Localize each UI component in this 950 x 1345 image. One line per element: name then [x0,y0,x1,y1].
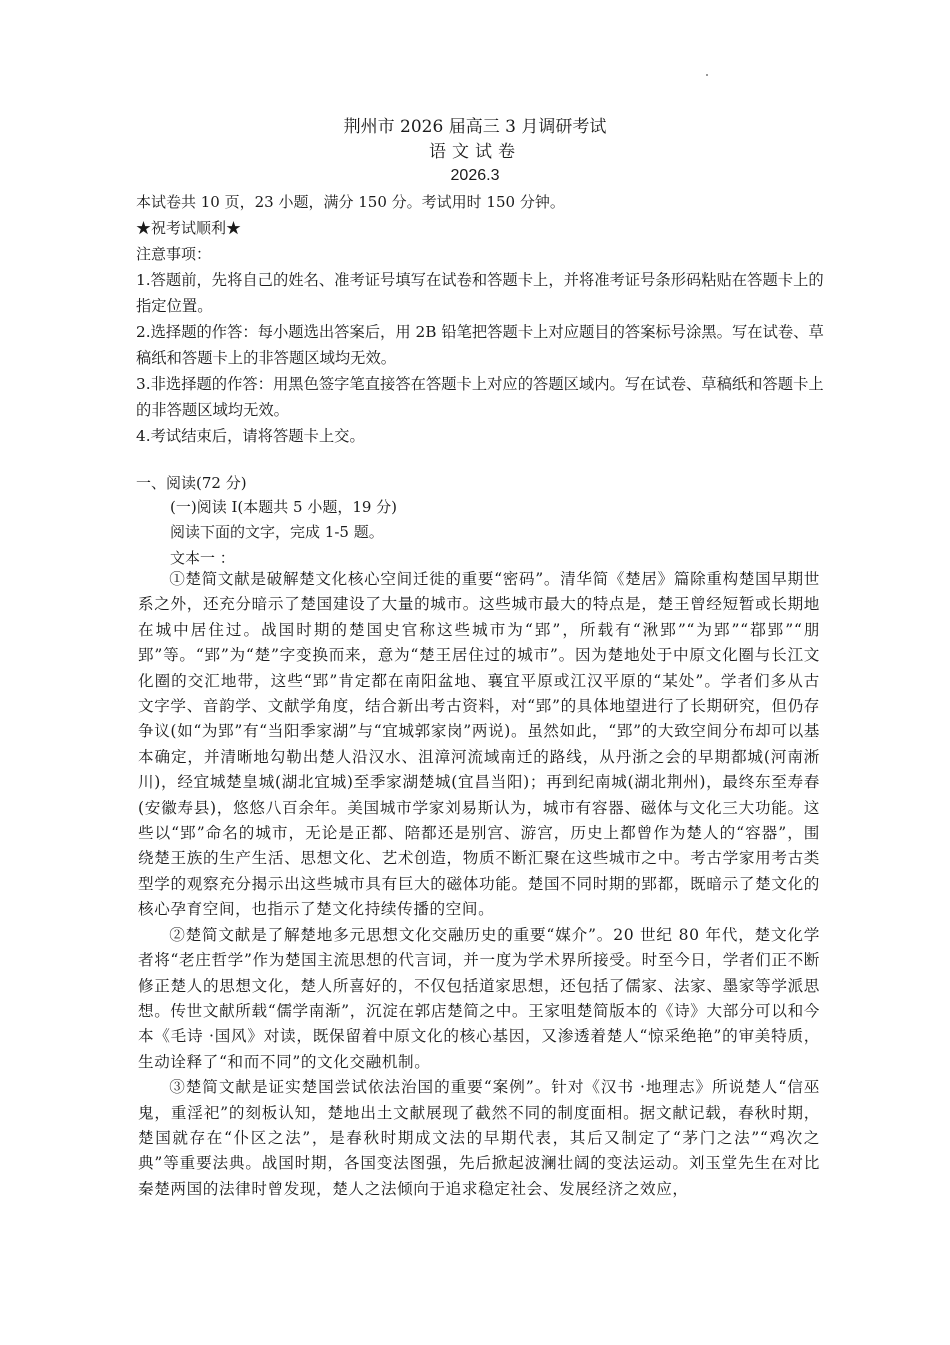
passage-paragraph: ③楚简文献是证实楚国尝试依法治国的重要“案例”。针对《汉书 ·地理志》所说楚人“信巫鬼，重淫祀”的刻板认知，楚地出土文献展现了截然不同的制度面相。据文献记载，春秋时期，楚国就存在“仆区之法”，是春秋时期成文法的早期代表，其后又制定了“茅门之法”“鸡次之典”等重要法典。战国时期，各国变法图强，先后掀起波澜壮阔的变法运动。刘玉堂先生在对比秦楚两国的法律时曾发现，楚人之法倾向于追求稳定社会、发展经济之效应， [138,1078,820,1198]
notes-title: 注意事项： [136,245,212,263]
exam-date: 2026.3 [450,167,500,184]
note-item: 3.非选择题的作答：用黑色签字笔直接答在答题卡上对应的答题区域内。写在试卷、草稿纸和答题卡上的非答题区域均无效。 [136,375,824,419]
section-heading: 一、阅读(72 分) [136,474,247,492]
note-item: 1.答题前，先将自己的姓名、准考证号填写在试卷和答题卡上，并将准考证号条形码粘贴在答题卡上的指定位置。 [136,271,824,315]
reading-instruction: 阅读下面的文字，完成 1-5 题。 [170,523,384,541]
note-item: 2.选择题的作答：每小题选出答案后，用 2B 铅笔把答题卡上对应题目的答案标号涂黑。写在试卷、草稿纸和答题卡上的非答题区域均无效。 [136,323,824,367]
passage-paragraph: ②楚简文献是了解楚地多元思想文化交融历史的重要“媒介”。20 世纪 80 年代，楚文化学者将“老庄哲学”作为楚国主流思想的代言词，并一度为学术界所接受。时至今日，学者们正不断修正楚人的思想文化，楚人所喜好的，不仅包括道家思想，还包括了儒家、法家、墨家等学派思想。传世文献所载“儒学南渐”，沉淀在郭店楚简之中。王家咀楚简版本的《诗》大部分可以和今本《毛诗 ·国风》对读，既保留着中原文化的核心基因，又渗透着楚人“惊采绝艳”的审美特质，生动诠释了“和而不同”的文化交融机制。 [138,925,820,1071]
scan-dot [706,74,708,76]
text-label: 文本一 ： [170,549,235,567]
notes-list [136,267,826,449]
reading-passage [138,567,820,1202]
subsection-heading: (一)阅读 I(本题共 5 小题，19 分) [170,498,398,516]
passage-paragraph: ①楚简文献是破解楚文化核心空间迁徙的重要“密码”。清华简《楚居》篇除重构楚国早期世系之外，还充分暗示了楚国建设了大量的城市。这些城市最大的特点是，楚王曾经短暂或长期地在城中居住过。战国时期的楚国史官称这些城市为“郢”，所载有“湫郢”“为郢”“鄀郢”“朋郢”等。“郢”为“楚”字变换而来，意为“楚王居住过的城市”。因为楚地处于中原文化圈与长江文化圈的交汇地带，这些“郢”肯定都在南阳盆地、襄宜平原或江汉平原的“某处”。学者们多从古文字学、音韵学、文献学角度，结合新出考古资料，对“郢”的具体地望进行了长期研究，但仍存争议(如“为郢”有“当阳季家湖”与“宜城郭家岗”两说)。虽然如此，“郢”的大致空间分布却可以基本确定，并清晰地勾勒出楚人沿汉水、沮漳河流域南迁的路线，从丹浙之会的早期都城(河南淅川)，经宜城楚皇城(湖北宜城)至季家湖楚城(宜昌当阳)；再到纪南城(湖北荆州)，最终东至寿春(安徽寿县)，悠悠八百余年。美国城市学家刘易斯认为，城市有容器、磁体与文化三大功能。这些以“郢”命名的城市，无论是正都、陪都还是别宫、游宫，历史上都曾作为楚人的“容器”，围绕楚王族的生产生活、思想文化、艺术创造，物质不断汇聚在这些城市之中。考古学家用考古类型学的观察充分揭示出这些城市具有巨大的磁体功能。楚国不同时期的郢都，既暗示了楚文化的核心孕育空间，也指示了楚文化持续传播的空间。 [138,570,820,919]
exam-subject: 语文试卷 [429,142,521,162]
note-item: 4.考试结束后，请将答题卡上交。 [136,427,365,445]
exam-wish: ★祝考试顺利★ [136,219,242,237]
exam-title: 荆州市 2026 届高三 3 月调研考试 [343,117,607,137]
exam-info [136,189,826,267]
exam-summary: 本试卷共 10 页，23 小题，满分 150 分。考试用时 150 分钟。 [136,193,565,211]
